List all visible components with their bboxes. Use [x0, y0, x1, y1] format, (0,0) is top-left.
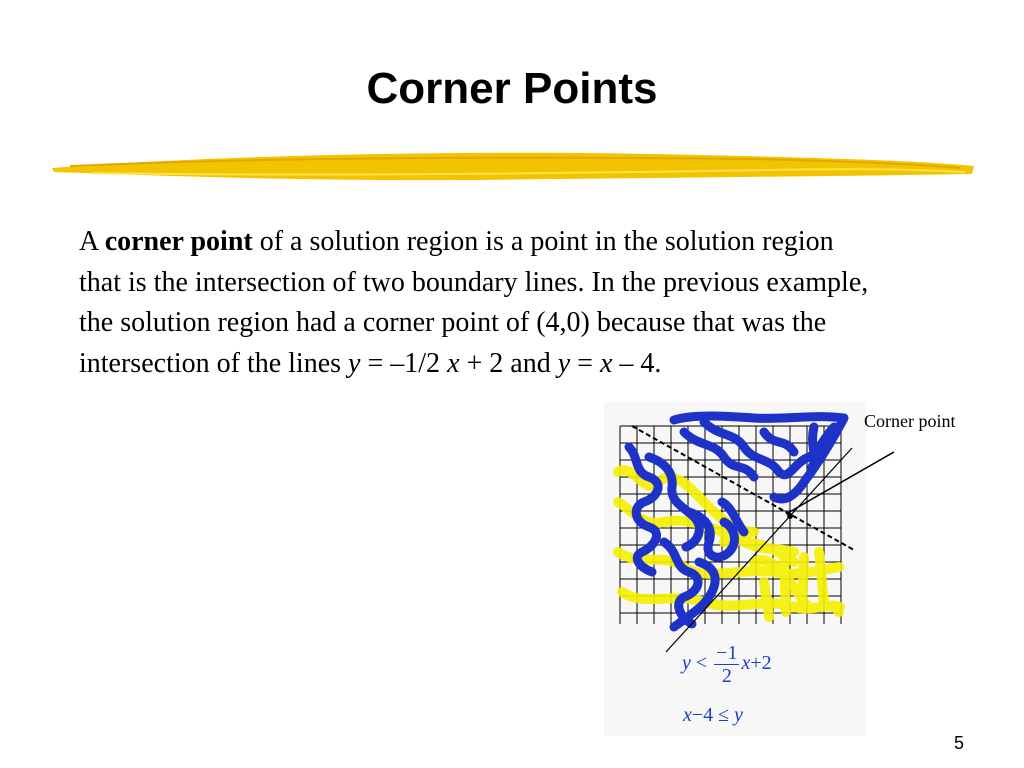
- corner-point-callout-line: [770, 430, 910, 530]
- page-number: 5: [954, 733, 965, 753]
- ineq2-lhs-var: x: [683, 704, 692, 726]
- eq2-y: y: [557, 347, 571, 379]
- ineq1-fraction: [714, 642, 739, 687]
- eq2-end: – 4.: [612, 347, 662, 379]
- slide-title: Corner Points: [366, 64, 658, 113]
- eq2-mid: =: [570, 347, 600, 379]
- term-corner-point: corner point: [104, 226, 253, 257]
- eq1-end: + 2 and: [459, 347, 558, 379]
- definition-paragraph: [79, 222, 869, 384]
- inequality-1: [682, 642, 772, 687]
- ineq1-denominator: 2: [721, 665, 732, 687]
- ineq1-numerator: −1: [716, 642, 738, 664]
- inequality-2: [683, 704, 743, 726]
- corner-point-label: Corner point: [864, 411, 956, 431]
- ineq2-lhs-rest: −4 ≤: [691, 704, 735, 726]
- ineq1-var: x: [741, 652, 751, 675]
- text-intro: A: [79, 226, 105, 257]
- highlighter-underline: [50, 146, 976, 186]
- ineq1-rel: <: [690, 652, 713, 675]
- eq1-y: y: [348, 347, 361, 379]
- text-body: of a solution region is a point in the solution region that is the intersection of two boundary lines. In the previous example, the solution region had a corner point of (4,0) because that was the intersection of the lines: [79, 226, 869, 379]
- eq2-x: x: [599, 347, 613, 379]
- ineq1-lhs: y: [682, 652, 691, 675]
- eq1-x: x: [447, 347, 460, 379]
- ineq1-rest: +2: [750, 652, 772, 675]
- eq1-mid: = –1/2: [360, 347, 448, 379]
- ineq2-rhs: y: [734, 704, 744, 726]
